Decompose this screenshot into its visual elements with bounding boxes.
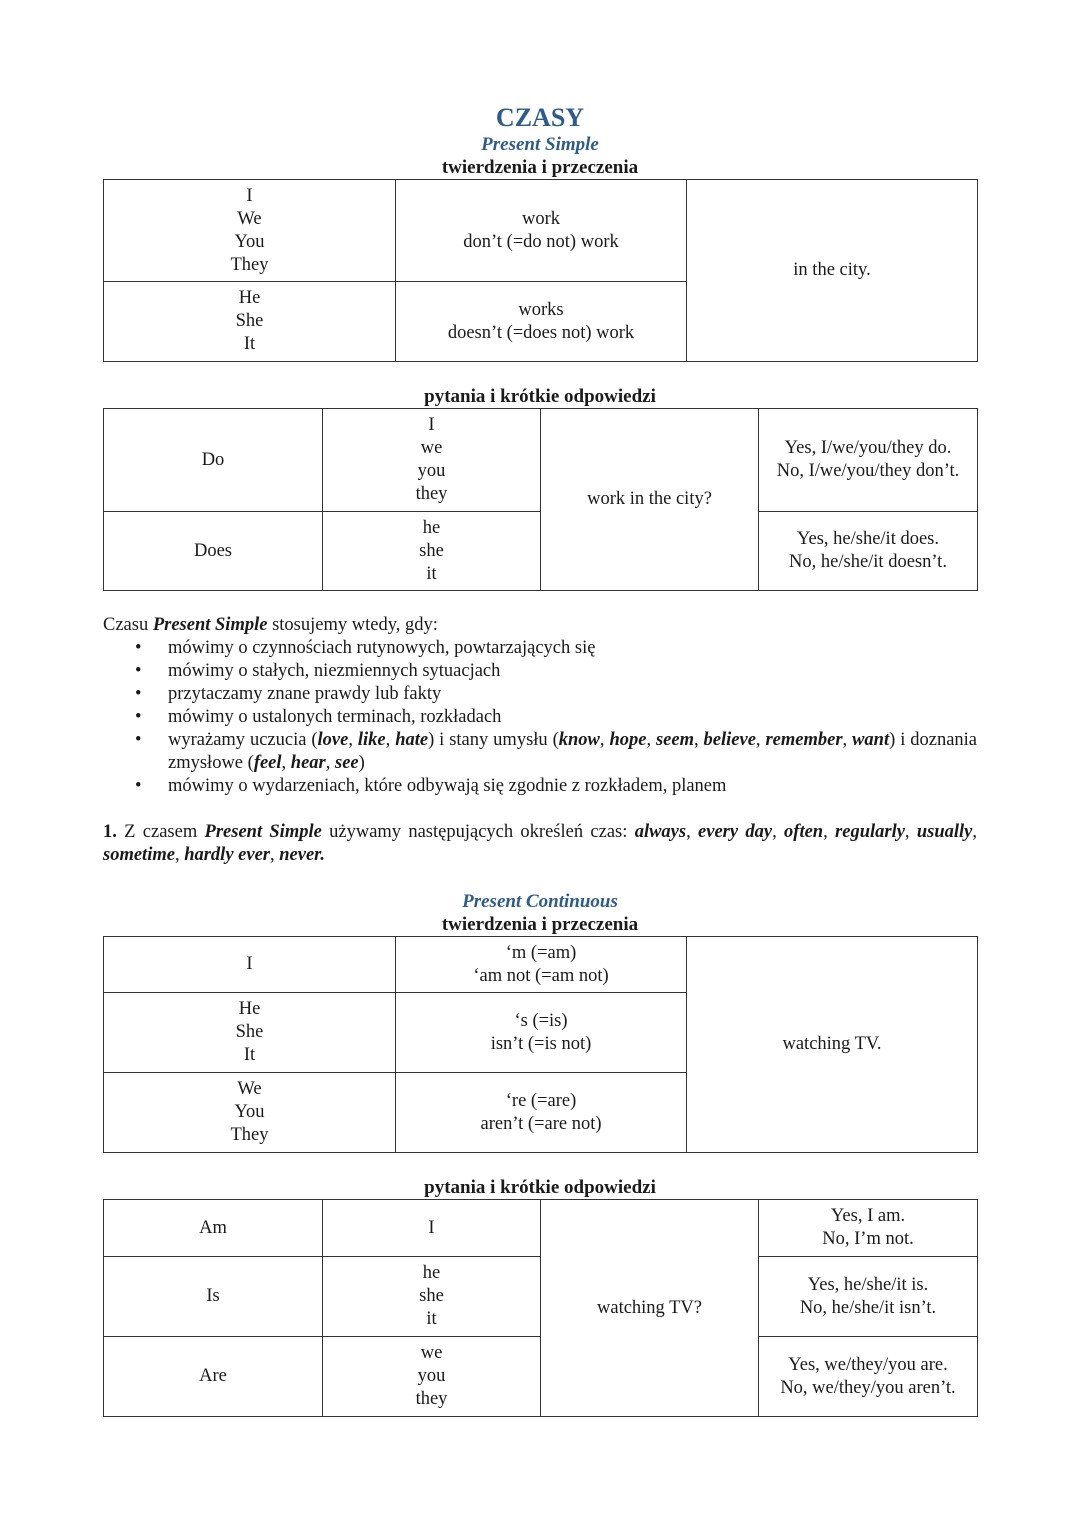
usage-intro-tense: Present Simple [152, 615, 268, 635]
subject-cell: I [323, 1200, 541, 1257]
mental-verb: want [852, 730, 890, 750]
subject-cell: he she it [323, 512, 541, 591]
sense-verb: see [335, 753, 359, 773]
list-item: • przytaczamy znane prawdy lub fakty [168, 683, 977, 706]
ps-question-title: pytania i krótkie odpowiedzi [424, 386, 656, 407]
pc-question-table [103, 1199, 978, 1417]
auxiliary-cell: Am [104, 1200, 323, 1257]
complement-cell: watching TV. [687, 937, 978, 1153]
list-item: • mówimy o stałych, niezmiennych sytuacjach [168, 660, 977, 683]
pc-question-title: pytania i krótkie odpowiedzi [424, 1177, 656, 1198]
separator: , [270, 845, 280, 865]
verb-cell: work don’t (=do not) work [396, 180, 687, 282]
separator: , [904, 822, 917, 842]
separator: , [842, 730, 853, 750]
feeling-verb: hate [395, 730, 429, 750]
complement-cell: watching TV? [541, 1200, 759, 1417]
auxiliary-cell: Is [104, 1257, 323, 1337]
ps-affirm-title: twierdzenia i przeczenia [441, 157, 639, 178]
subject-cell: We You They [104, 1073, 396, 1153]
time-adverb: sometime [103, 845, 175, 865]
subject-cell: I we you they [323, 409, 541, 512]
feeling-verb: like [357, 730, 386, 750]
item-text: ) i doznania zmysłowe ( [168, 730, 978, 773]
sense-verb: hear [290, 753, 326, 773]
document-content [103, 103, 977, 1417]
usage-intro-suffix: stosujemy wtedy, gdy: [267, 615, 438, 635]
subject-cell: He She It [104, 993, 396, 1073]
mental-verb: know [558, 730, 600, 750]
time-adverb: hardly ever [184, 845, 270, 865]
separator: , [772, 822, 785, 842]
time-adverb: always [634, 822, 687, 842]
auxiliary-cell: Does [104, 512, 323, 591]
verb-cell: ‘s (=is) isn’t (=is not) [396, 993, 687, 1073]
subject-cell: we you they [323, 1337, 541, 1417]
subject-cell: I [104, 937, 396, 993]
table-row [104, 1200, 978, 1257]
auxiliary-cell: Do [104, 409, 323, 512]
separator: , [599, 730, 610, 750]
item-text: ) i stany umysłu ( [428, 730, 559, 750]
table-row [104, 937, 978, 993]
present-continuous-title: Present Continuous [462, 891, 618, 912]
separator: , [646, 730, 656, 750]
separator: , [174, 845, 185, 865]
separator: , [348, 730, 358, 750]
note-text: używamy następujących określeń czas: [321, 822, 635, 842]
separator: , [823, 822, 836, 842]
separator: , [385, 730, 396, 750]
verb-cell: works doesn’t (=does not) work [396, 282, 687, 362]
mental-verb: hope [609, 730, 647, 750]
usage-intro [103, 614, 977, 637]
time-adverb: regularly [835, 822, 905, 842]
list-item: • mówimy o ustalonych terminach, rozkładach [168, 706, 977, 729]
separator: , [325, 753, 335, 773]
note-number: 1. [103, 822, 117, 842]
usage-list [103, 637, 977, 798]
usage-intro-prefix: Czasu [103, 615, 153, 635]
item-text: wyrażamy uczucia ( [168, 730, 318, 750]
short-answer-cell: Yes, he/she/it does. No, he/she/it doesn’t. [759, 512, 978, 591]
sense-verb: feel [253, 753, 282, 773]
time-adverb: never. [279, 845, 325, 865]
short-answer-cell: Yes, we/they/you are. No, we/they/you aren’t. [759, 1337, 978, 1417]
verb-cell: ‘m (=am) ‘am not (=am not) [396, 937, 687, 993]
mental-verb: remember [765, 730, 843, 750]
separator: , [972, 822, 978, 842]
feeling-verb: love [317, 730, 349, 750]
subject-cell: I We You They [104, 180, 396, 282]
ps-question-table [103, 408, 978, 591]
separator: , [755, 730, 766, 750]
pc-affirm-table [103, 936, 978, 1153]
note-text: Z czasem [116, 822, 205, 842]
list-item [168, 729, 977, 775]
auxiliary-cell: Are [104, 1337, 323, 1417]
subject-cell: He She It [104, 282, 396, 362]
subject-cell: he she it [323, 1257, 541, 1337]
separator: , [694, 730, 704, 750]
complement-cell: work in the city? [541, 409, 759, 591]
table-row [104, 180, 978, 282]
short-answer-cell: Yes, I am. No, I’m not. [759, 1200, 978, 1257]
mental-verb: seem [655, 730, 694, 750]
short-answer-cell: Yes, I/we/you/they do. No, I/we/you/they don’t. [759, 409, 978, 512]
note-tense: Present Simple [204, 822, 322, 842]
separator: , [281, 753, 291, 773]
time-adverb: usually [916, 822, 973, 842]
document-title: CZASY [495, 103, 585, 132]
verb-cell: ‘re (=are) aren’t (=are not) [396, 1073, 687, 1153]
separator: , [686, 822, 699, 842]
time-adverb: every day [698, 822, 773, 842]
short-answer-cell: Yes, he/she/it is. No, he/she/it isn’t. [759, 1257, 978, 1337]
table-row [104, 409, 978, 512]
list-item: • mówimy o czynnościach rutynowych, powtarzających się [168, 637, 977, 660]
time-expressions-note [103, 821, 977, 867]
list-item: • mówimy o wydarzeniach, które odbywają się zgodnie z rozkładem, planem [168, 775, 977, 798]
complement-cell: in the city. [687, 180, 978, 362]
item-text: ) [358, 753, 365, 773]
present-simple-title: Present Simple [481, 134, 599, 155]
ps-affirm-table [103, 179, 978, 362]
pc-affirm-title: twierdzenia i przeczenia [441, 914, 639, 935]
time-adverb: often [784, 822, 824, 842]
mental-verb: believe [703, 730, 756, 750]
